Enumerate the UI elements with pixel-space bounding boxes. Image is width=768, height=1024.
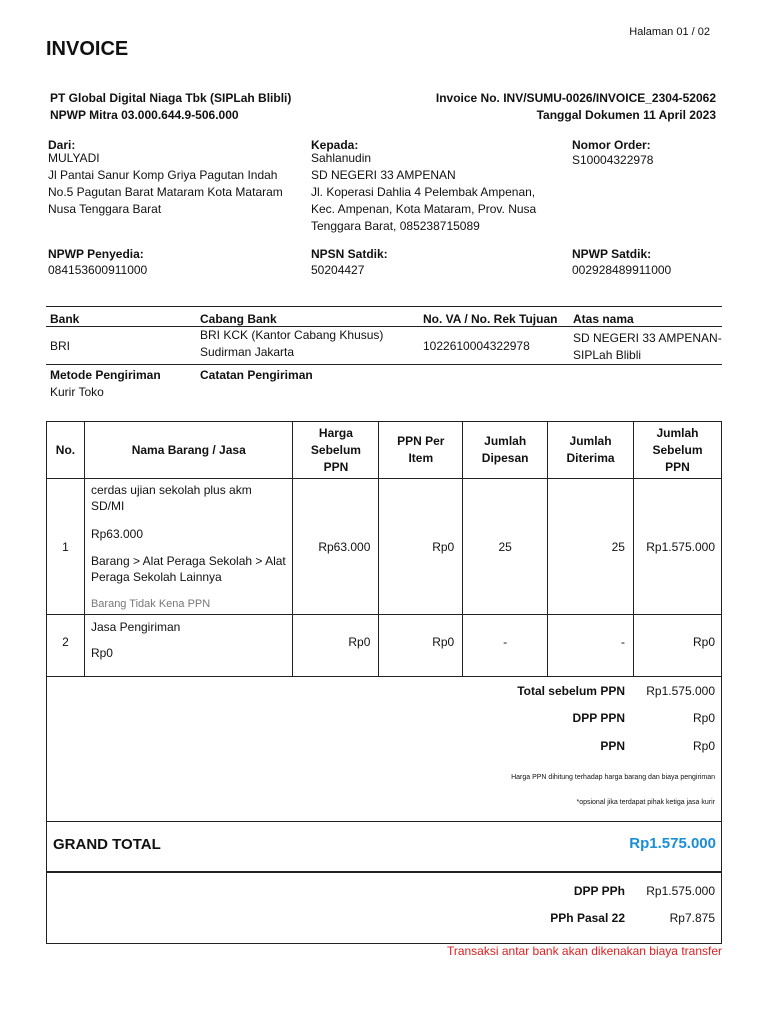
npsn-value: 50204427 <box>311 263 365 277</box>
col-header-name: Nama Barang / Jasa <box>84 422 293 479</box>
holder-value <box>573 330 722 364</box>
table-row <box>47 479 722 615</box>
from-line: Nusa Tenggara Barat <box>48 202 162 216</box>
bank-label: Bank <box>50 312 80 326</box>
to-line: Kec. Ampenan, Kota Mataram, Prov. Nusa <box>311 202 537 216</box>
col-header-total: Jumlah Sebelum PPN <box>633 422 721 479</box>
row-description <box>84 615 293 677</box>
col-header-ordered: Jumlah Dipesan <box>463 422 548 479</box>
row-description <box>84 479 293 615</box>
row-price: Rp63.000 <box>293 479 379 615</box>
row-received: 25 <box>548 479 634 615</box>
ppn-note: Harga PPN dihitung terhadap harga barang dan biaya pengiriman <box>511 774 715 781</box>
from-line: MULYADI <box>48 151 100 165</box>
pph-22-value: Rp7.875 <box>669 911 715 925</box>
col-header-price: Harga Sebelum PPN <box>293 422 379 479</box>
grand-total-label: GRAND TOTAL <box>53 836 161 853</box>
transfer-fee-note: Transaksi antar bank akan dikenakan biaya transfer <box>446 944 722 958</box>
total-before-label: Total sebelum PPN <box>517 684 625 698</box>
col-header-no: No. <box>47 422 85 479</box>
npwp-mitra: NPWP Mitra 03.000.644.9-506.000 <box>50 108 239 122</box>
to-line: SD NEGERI 33 AMPENAN <box>311 168 456 182</box>
dpp-pph-label: DPP PPh <box>573 884 625 898</box>
branch-line: BRI KCK (Kantor Cabang Khusus) <box>200 328 384 342</box>
company-name: PT Global Digital Niaga Tbk (SIPLah Blibli) <box>50 91 292 105</box>
item-category: Barang > Alat Peraga Sekolah > Alat <box>90 554 286 568</box>
item-unit-price: Rp63.000 <box>90 527 143 541</box>
to-line: Jl. Koperasi Dahlia 4 Pelembak Ampenan, <box>311 185 536 199</box>
bank-value: BRI <box>50 339 71 353</box>
divider <box>46 326 722 327</box>
document-title: INVOICE <box>46 38 129 60</box>
row-total: Rp1.575.000 <box>633 479 721 615</box>
to-line: Sahlanudin <box>311 151 372 165</box>
from-line: No.5 Pagutan Barat Mataram Kota Mataram <box>48 185 283 199</box>
dpp-ppn-label: DPP PPN <box>572 711 625 725</box>
pph-22-label: PPh Pasal 22 <box>550 911 625 925</box>
order-number-label: Nomor Order: <box>572 138 651 152</box>
ppn-label: PPN <box>600 739 625 753</box>
from-address <box>48 150 283 218</box>
col-header-ppn: PPN Per Item <box>379 422 463 479</box>
row-ordered: 25 <box>463 479 548 615</box>
item-category: Peraga Sekolah Lainnya <box>90 570 222 584</box>
table-row <box>47 615 722 677</box>
branch-line: Sudirman Jakarta <box>200 345 295 359</box>
holder-line: SIPLah Blibli <box>573 348 642 362</box>
table-header-row <box>47 422 722 479</box>
dpp-ppn-value: Rp0 <box>692 711 715 725</box>
npwp-satdik-value: 002928489911000 <box>572 263 672 277</box>
grand-total-value: Rp1.575.000 <box>629 835 716 852</box>
grand-total-box <box>46 821 722 873</box>
row-ppn: Rp0 <box>379 479 463 615</box>
row-ppn: Rp0 <box>379 615 463 677</box>
shipping-method-label: Metode Pengiriman <box>50 368 161 382</box>
document-date: Tanggal Dokumen 11 April 2023 <box>536 108 716 122</box>
total-before-value: Rp1.575.000 <box>646 684 715 698</box>
col-header-received: Jumlah Diterima <box>548 422 634 479</box>
holder-label: Atas nama <box>573 312 634 326</box>
va-label: No. VA / No. Rek Tujuan <box>423 312 558 326</box>
to-label: Kepada: <box>311 138 359 152</box>
shipping-note-label: Catatan Pengiriman <box>200 368 313 382</box>
summary-box <box>46 670 722 822</box>
branch-value <box>200 327 383 361</box>
to-line: Tenggara Barat, 085238715089 <box>311 219 480 233</box>
item-name: Jasa Pengiriman <box>90 620 181 634</box>
holder-line: SD NEGERI 33 AMPENAN- <box>573 331 722 345</box>
row-no: 1 <box>47 479 85 615</box>
shipping-method-value: Kurir Toko <box>50 385 104 399</box>
to-address <box>311 150 536 235</box>
row-ordered: - <box>463 615 548 677</box>
from-label: Dari: <box>48 138 76 152</box>
npsn-label: NPSN Satdik: <box>311 247 388 261</box>
divider <box>46 306 722 307</box>
row-total: Rp0 <box>633 615 721 677</box>
ppn-value: Rp0 <box>692 739 715 753</box>
row-no: 2 <box>47 615 85 677</box>
item-name: cerdas ujian sekolah plus akm SD/MI <box>90 483 252 513</box>
npwp-penyedia-label: NPWP Penyedia: <box>48 247 144 261</box>
item-unit-price: Rp0 <box>90 646 113 660</box>
pph-box <box>46 871 722 944</box>
npwp-penyedia-value: 084153600911000 <box>48 263 148 277</box>
courier-note: *opsional jika terdapat pihak ketiga jasa kurir <box>576 799 715 806</box>
row-price: Rp0 <box>293 615 379 677</box>
invoice-number: Invoice No. INV/SUMU-0026/INVOICE_2304-52062 <box>435 91 716 105</box>
item-tax-note: Barang Tidak Kena PPN <box>90 598 211 610</box>
npwp-satdik-label: NPWP Satdik: <box>572 247 652 261</box>
dpp-pph-value: Rp1.575.000 <box>646 884 715 898</box>
order-number-value: S10004322978 <box>572 153 654 167</box>
va-value: 1022610004322978 <box>423 339 530 353</box>
from-line: Jl Pantai Sanur Komp Griya Pagutan Indah <box>48 168 278 182</box>
divider <box>46 364 722 365</box>
items-table <box>46 421 722 677</box>
branch-label: Cabang Bank <box>200 312 277 326</box>
row-received: - <box>548 615 634 677</box>
page-indicator: Halaman 01 / 02 <box>629 26 710 38</box>
